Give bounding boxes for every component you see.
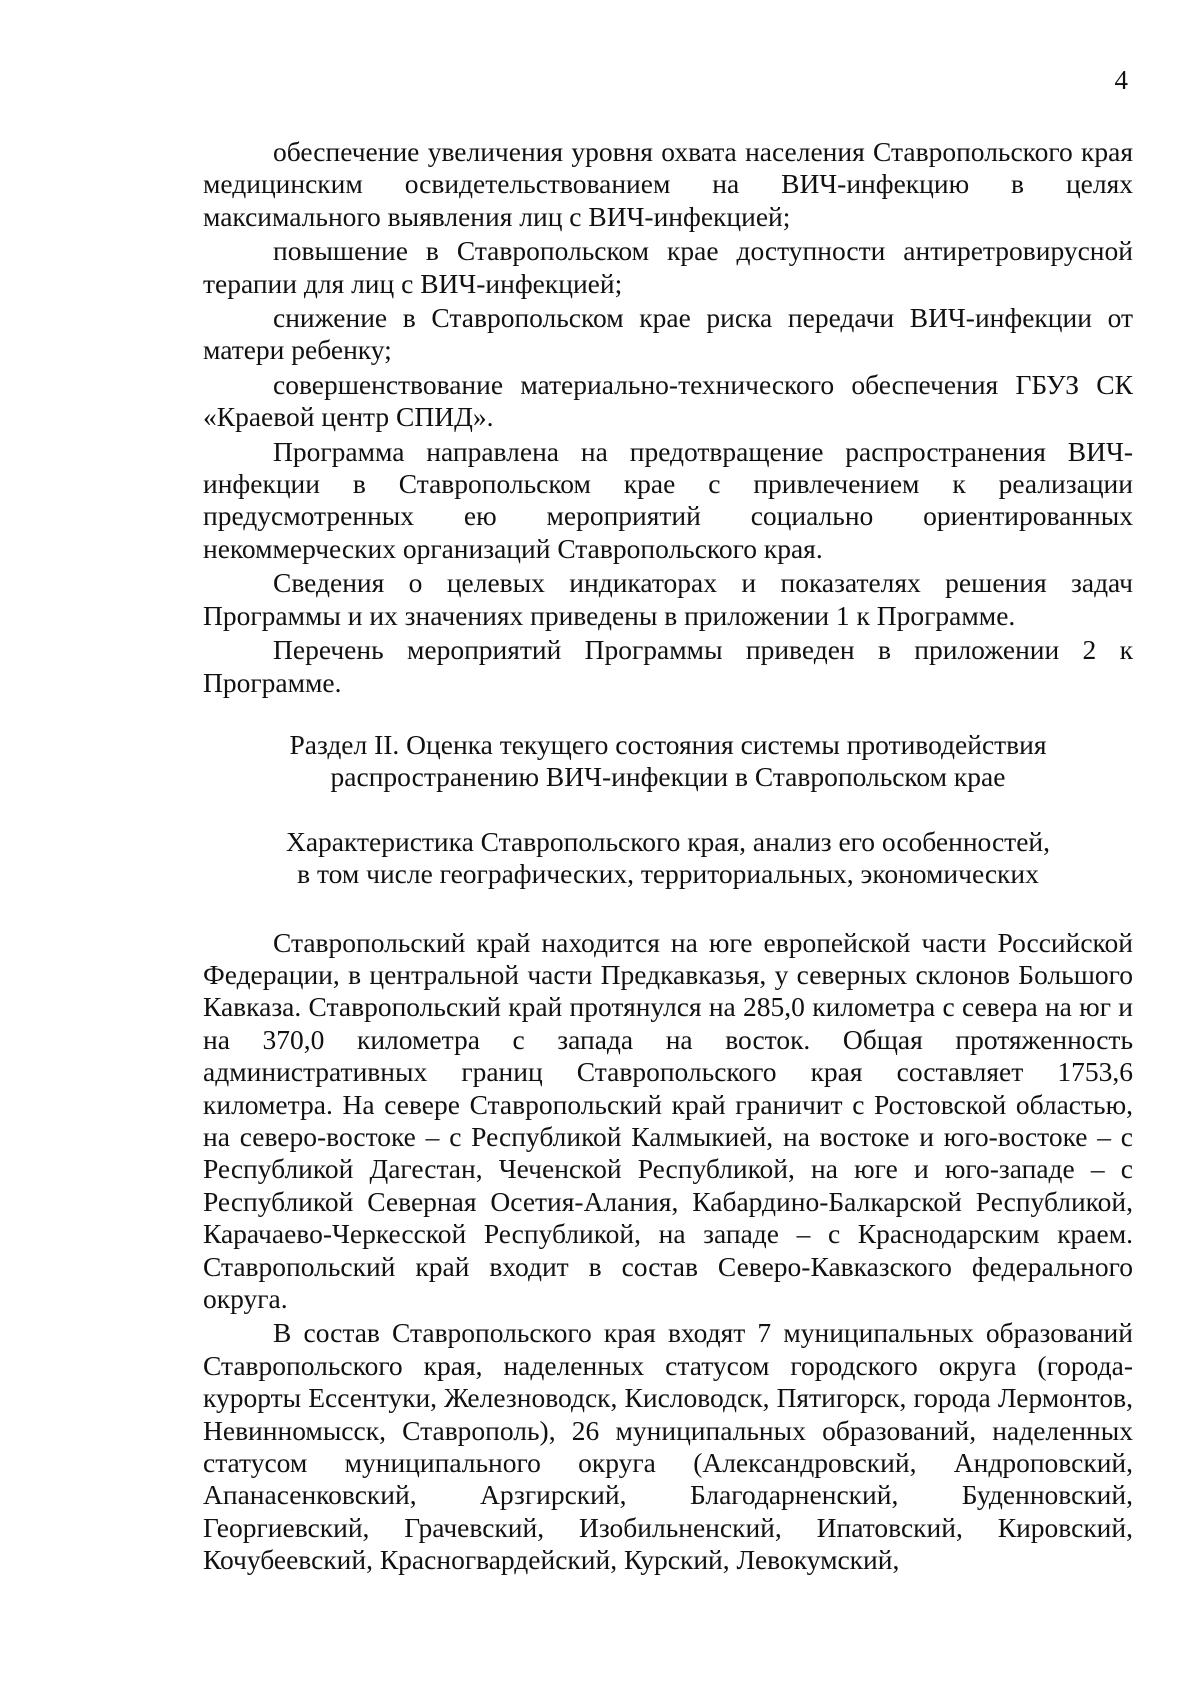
paragraph-indicators: Сведения о целевых индикаторах и показателях решения задач Программы и их значениях приведены в приложении 1 к Программе.	[203, 567, 1133, 631]
paragraph-municipalities: В состав Ставропольского края входят 7 муниципальных образований Ставропольского края, наделенных статусом городского округа (города-курорты Ессентуки, Железноводск, Кисловодск, Пятигорск, города Лермонтов, Невинномысск, Ставрополь), 26 муниципальных образований, наделенных статусом муниципального округа (Александровский, Андроповский, Апанасенковский, Арзгирский, Благодарненский, Буденновский, Георгиевский, Грачевский, Изобильненский, Ипатовский, Кировский, Кочубеевский, Красногвардейский, Курский, Левокумский,	[203, 1317, 1133, 1576]
paragraph-program-aim: Программа направлена на предотвращение распространения ВИЧ-инфекции в Ставропольском крае с привлечением к реализации предусмотренных ею мероприятий социально ориентированных некоммерческих организаций Ставропольского края.	[203, 435, 1133, 564]
page-number: 4	[1114, 65, 1128, 95]
paragraph-goal-therapy: повышение в Ставропольском крае доступности антиретровирусной терапии для лиц с ВИЧ-инфекцией;	[203, 235, 1133, 299]
region-description	[203, 927, 1133, 1577]
document-body	[203, 136, 1133, 1579]
sub-heading	[203, 826, 1133, 891]
sub-heading-line2: в том числе географических, территориальных, экономических	[297, 858, 1039, 890]
sub-heading-line1: Характеристика Ставропольского края, анализ его особенностей,	[285, 825, 1050, 857]
paragraph-activities: Перечень мероприятий Программы приведен в приложении 2 к Программе.	[203, 634, 1133, 698]
paragraph-goal-mother-child: снижение в Ставропольском крае риска передачи ВИЧ-инфекции от матери ребенку;	[203, 302, 1133, 366]
paragraph-geography: Ставропольский край находится на юге европейской части Российской Федерации, в центральной части Предкавказья, у северных склонов Большого Кавказа. Ставропольский край протянулся на 285,0 километра с севера на юг и на 370,0 километра с запада на восток. Общая протяженность административных границ Ставропольского края составляет 1753,6 километра. На севере Ставропольский край граничит с Ростовской областью, на северо-востоке – с Республикой Калмыкией, на востоке и юго-востоке – с Республикой Дагестан, Чеченской Республикой, на юге и юго-западе – с Республикой Северная Осетия-Алания, Кабардино-Балкарской Республикой, Карачаево-Черкесской Республикой, на западе – с Краснодарским краем. Ставропольский край входит в состав Северо-Кавказского федерального округа.	[203, 926, 1133, 1314]
paragraph-goal-equipment: совершенствование материально-технического обеспечения ГБУЗ СК «Краевой центр СПИД».	[203, 368, 1133, 433]
section-heading	[203, 729, 1133, 794]
section-heading-line2: распространению ВИЧ-инфекции в Ставропольском крае	[330, 761, 1006, 793]
paragraph-goal-testing: обеспечение увеличения уровня охвата населения Ставропольского края медицинским освидетельствованием на ВИЧ-инфекцию в целях максимального выявления лиц с ВИЧ-инфекцией;	[203, 136, 1133, 232]
section-heading-line1: Раздел II. Оценка текущего состояния системы противодействия	[289, 728, 1047, 760]
